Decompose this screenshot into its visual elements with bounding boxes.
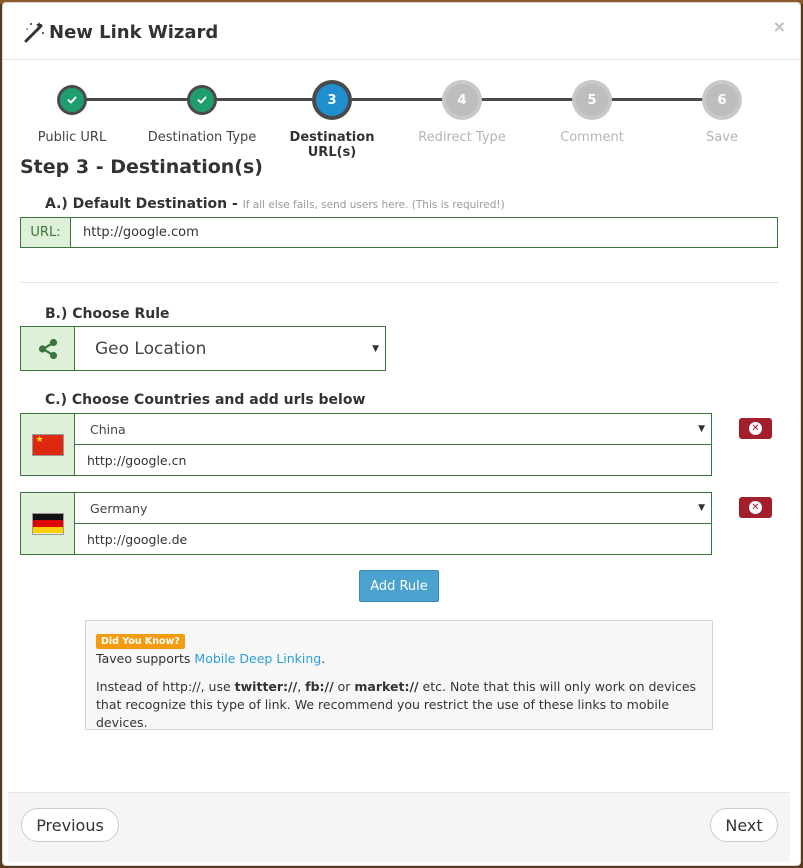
flag-addon xyxy=(21,414,75,475)
remove-rule-button[interactable] xyxy=(739,497,772,518)
step-1-label: Public URL xyxy=(37,130,107,145)
step-5-number: 5 xyxy=(576,84,608,116)
default-url-input[interactable] xyxy=(71,218,777,247)
step-5-circle[interactable] xyxy=(572,80,612,120)
url-addon-label: URL: xyxy=(21,218,71,247)
country-select-value: Germany xyxy=(90,500,148,516)
next-button[interactable]: Next xyxy=(710,808,778,842)
info-text: Instead of http://, use xyxy=(96,679,235,694)
chevron-down-icon: ▼ xyxy=(698,424,705,434)
rule-select-value: Geo Location xyxy=(95,338,207,359)
country-rule-row xyxy=(20,492,712,555)
previous-button[interactable]: Previous xyxy=(21,808,119,842)
info-line-1 xyxy=(96,651,702,666)
did-you-know-box xyxy=(85,620,713,730)
step-2-circle[interactable] xyxy=(187,85,217,115)
step-6-label: Save xyxy=(706,130,738,145)
default-url-group xyxy=(20,217,778,248)
section-divider xyxy=(20,282,778,283)
default-destination-title: A.) Default Destination - xyxy=(45,196,238,212)
country-url-input[interactable]: http://google.cn xyxy=(87,452,187,468)
germany-flag-icon xyxy=(32,513,64,535)
close-icon[interactable]: × xyxy=(772,17,786,36)
china-flag-icon: ★ xyxy=(32,434,64,456)
step-4-label: Redirect Type xyxy=(418,130,506,145)
rule-select[interactable] xyxy=(75,327,385,370)
choose-rule-label: B.) Choose Rule xyxy=(45,306,170,322)
check-icon xyxy=(60,88,84,112)
step-3-circle[interactable] xyxy=(312,80,352,120)
info-scheme: market:// xyxy=(354,679,419,694)
modal-header xyxy=(3,3,800,60)
country-select-value: China xyxy=(90,421,126,437)
countries-label: C.) Choose Countries and add urls below xyxy=(45,392,366,408)
country-rule-row xyxy=(20,413,712,476)
info-scheme: twitter:// xyxy=(234,679,298,694)
modal-title: New Link Wizard xyxy=(49,22,219,43)
step-1-circle[interactable] xyxy=(57,85,87,115)
add-rule-button[interactable]: Add Rule xyxy=(359,570,439,602)
close-circle-icon: ✕ xyxy=(749,422,762,435)
close-circle-icon: ✕ xyxy=(749,501,762,514)
country-select[interactable] xyxy=(75,414,711,445)
step-heading: Step 3 - Destination(s) xyxy=(20,156,263,178)
step-6-number: 6 xyxy=(706,84,738,116)
modal-footer xyxy=(8,792,790,862)
country-select[interactable] xyxy=(75,493,711,524)
step-4-number: 4 xyxy=(446,84,478,116)
default-destination-label xyxy=(45,196,505,212)
country-fields xyxy=(75,493,711,554)
mobile-deep-linking-link[interactable]: Mobile Deep Linking xyxy=(194,651,322,666)
step-6-circle[interactable] xyxy=(702,80,742,120)
remove-rule-button[interactable] xyxy=(739,418,772,439)
flag-addon xyxy=(21,493,75,554)
info-line-2 xyxy=(96,678,702,732)
info-text: Taveo supports xyxy=(96,651,195,666)
check-icon xyxy=(190,88,214,112)
country-fields xyxy=(75,414,711,475)
step-connector xyxy=(72,98,202,101)
step-3-number: 3 xyxy=(316,84,348,116)
magic-wand-icon xyxy=(23,21,45,43)
step-3-label: Destination URL(s) xyxy=(289,130,375,160)
default-destination-hint: If all else fails, send users here. (This is required!) xyxy=(242,199,505,211)
info-scheme: fb:// xyxy=(305,679,334,694)
rule-select-group xyxy=(20,326,386,371)
step-2-label: Destination Type xyxy=(147,130,257,145)
share-icon xyxy=(21,327,75,370)
step-4-circle[interactable] xyxy=(442,80,482,120)
info-text: etc. Note that this will only work on devices that recognize this type of link. We recommend you restrict the use of these links to mobile devices. xyxy=(96,679,697,730)
info-text: or xyxy=(333,679,355,694)
info-text: , xyxy=(297,679,306,694)
chevron-down-icon: ▼ xyxy=(698,503,705,513)
country-url-input[interactable]: http://google.de xyxy=(87,531,188,547)
chevron-down-icon: ▼ xyxy=(372,343,379,354)
info-text: . xyxy=(321,651,326,666)
step-5-label: Comment xyxy=(560,130,624,145)
did-you-know-badge: Did You Know? xyxy=(96,634,185,649)
